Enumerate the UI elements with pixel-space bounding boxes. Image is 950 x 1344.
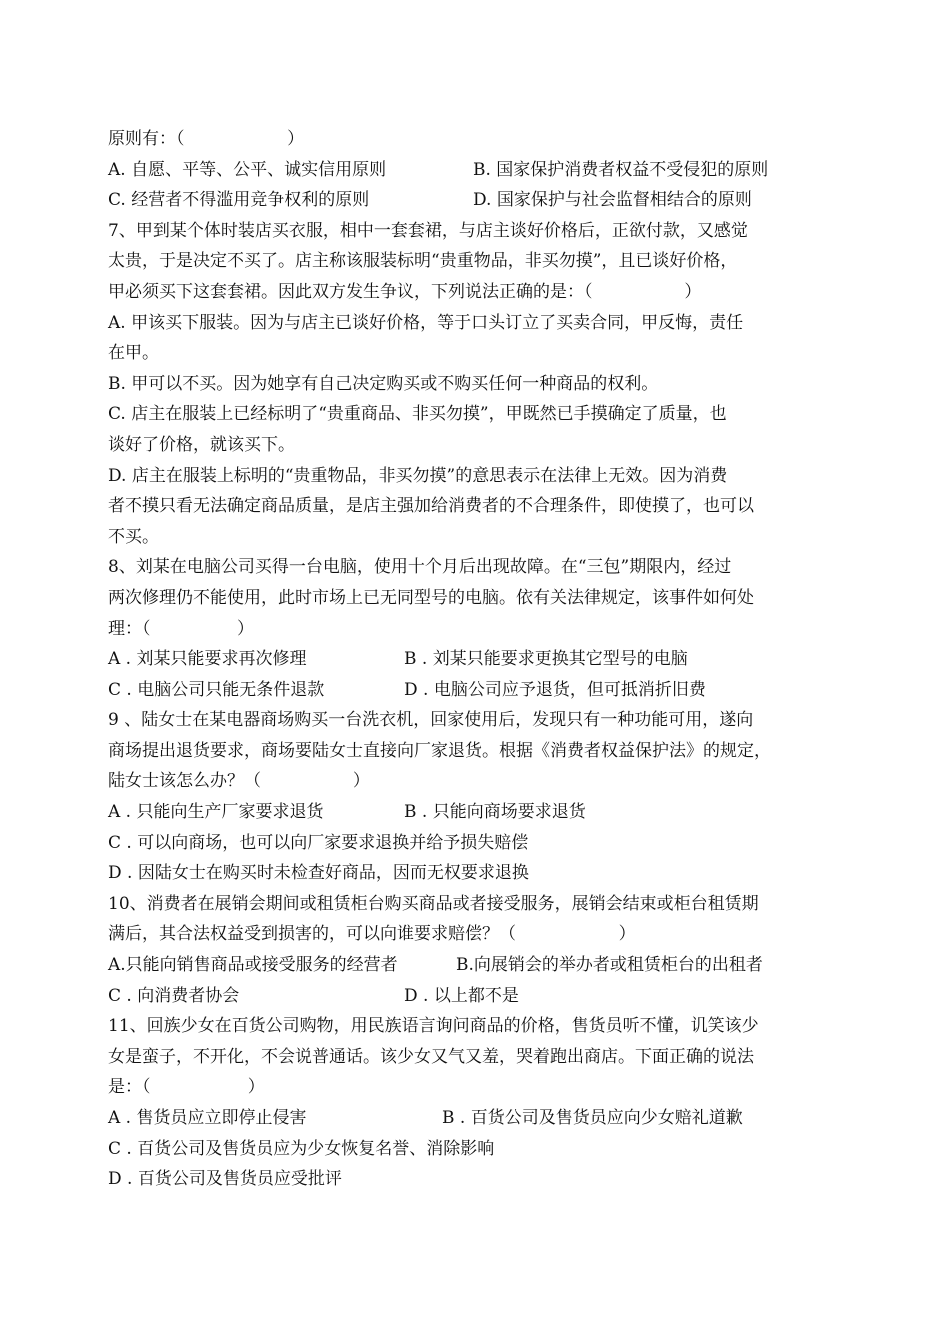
- q6-option-c: C. 经营者不得滥用竞争权利的原则: [108, 190, 370, 211]
- q10-options-ab: [108, 950, 848, 981]
- q10-option-c: C . 向消费者协会: [108, 985, 240, 1006]
- q9-stem-line: 商场提出退货要求，商场要陆女士直接向厂家退货。根据《消费者权益保护法》的规定，: [108, 740, 771, 761]
- q7-option-d: D. 店主在服装上标明的“贵重物品，非买勿摸”的意思表示在法律上无效。因为消费: [108, 465, 728, 486]
- q8-stem-line: 理：（ ）: [108, 618, 254, 639]
- q10-option-b: B.向展销会的举办者或租赁柜台的出租者: [456, 955, 763, 976]
- q8-options-cd: [108, 675, 848, 706]
- q7-option-a: A. 甲该买下服装。因为与店主已谈好价格，等于口头订立了买卖合同，甲反悔，责任: [108, 312, 744, 333]
- q8-options-ab: [108, 644, 848, 675]
- q11-stem-line: 11、回族少女在百货公司购物，用民族语言询问商品的价格，售货员听不懂，讥笑该少: [108, 1016, 759, 1037]
- q9-option-c: C . 可以向商场，也可以向厂家要求退换并给予损失赔偿: [108, 832, 529, 853]
- q10-option-d: D . 以上都不是: [404, 985, 519, 1006]
- q11-option-a: A . 售货员应立即停止侵害: [108, 1108, 307, 1128]
- q7-option-c-cont: 谈好了价格，就该买下。: [108, 434, 295, 455]
- q6-option-d: D. 国家保护与社会监督相结合的原则: [473, 190, 752, 211]
- q11-option-d: D . 百货公司及售货员应受批评: [108, 1169, 342, 1190]
- q11-stem-line: 是：（ ）: [108, 1077, 265, 1098]
- q8-option-c: C . 电脑公司只能无条件退款: [108, 679, 325, 700]
- q7-stem-line: 7、甲到某个体时装店买衣服，相中一套套裙，与店主谈好价格后，正欲付款，又感觉: [108, 220, 748, 241]
- q9-option-d: D . 因陆女士在购买时未检查好商品，因而无权要求退换: [108, 863, 529, 884]
- q9-stem-line: 陆女士该怎么办？（ ）: [108, 771, 370, 792]
- q6-option-a: A. 自愿、平等、公平、诚实信用原则: [108, 159, 387, 180]
- q11-stem-line: 女是蛮子，不开化，不会说普通话。该少女又气又羞，哭着跑出商店。下面正确的说法: [108, 1046, 754, 1067]
- q6-options-cd: [108, 185, 848, 216]
- q9-option-a: A . 只能向生产厂家要求退货: [108, 802, 324, 823]
- q7-stem-line: 太贵，于是决定不买了。店主称该服装标明“贵重物品，非买勿摸”，且已谈好价格，: [108, 251, 738, 272]
- q10-stem-line: 满后，其合法权益受到损害的，可以向谁要求赔偿？（ ）: [108, 924, 636, 945]
- q6-option-b: B. 国家保护消费者权益不受侵犯的原则: [473, 159, 769, 180]
- q6-options-ab: [108, 155, 848, 186]
- q7-option-d-cont: 者不摸只看无法确定商品质量，是店主强加给消费者的不合理条件，即使摸了，也可以: [108, 496, 754, 517]
- q8-option-b: B . 刘某只能要求更换其它型号的电脑: [404, 649, 688, 670]
- q9-options-ab: [108, 797, 848, 828]
- q10-stem-line: 10、消费者在展销会期间或租赁柜台购买商品或者接受服务，展销会结束或柜台租赁期: [108, 893, 759, 914]
- q11-option-b: B . 百货公司及售货员应向少女赔礼道歉: [442, 1108, 743, 1128]
- q11-options-ab: [108, 1103, 848, 1134]
- q10-options-cd: [108, 981, 848, 1012]
- q9-stem-line: 9 、陆女士在某电器商场购买一台洗衣机，回家使用后，发现只有一种功能可用，遂向: [108, 710, 754, 731]
- q7-option-d-cont: 不买。: [108, 526, 159, 547]
- q11-option-c: C . 百货公司及售货员应为少女恢复名誉、消除影响: [108, 1138, 495, 1159]
- q8-stem-line: 两次修理仍不能使用，此时市场上已无同型号的电脑。依有关法律规定，该事件如何处: [108, 587, 754, 608]
- q6-stem: 原则有：（ ）: [108, 129, 305, 149]
- q7-stem-line: 甲必须买下这套套裙。因此双方发生争议，下列说法正确的是：（ ）: [108, 281, 702, 302]
- q8-option-d: D . 电脑公司应予退货，但可抵消折旧费: [404, 679, 706, 700]
- q7-option-b: B. 甲可以不买。因为她享有自己决定购买或不购买任何一种商品的权利。: [108, 373, 659, 394]
- q8-option-a: A . 刘某只能要求再次修理: [108, 649, 307, 670]
- q7-option-a-cont: 在甲。: [108, 343, 159, 364]
- q8-stem-line: 8、刘某在电脑公司买得一台电脑，使用十个月后出现故障。在“三包”期限内，经过: [108, 557, 732, 578]
- q10-option-a: A.只能向销售商品或接受服务的经营者: [108, 955, 398, 976]
- question-list: [108, 124, 848, 1195]
- q9-option-b: B . 只能向商场要求退货: [404, 802, 586, 823]
- q7-option-c: C. 店主在服装上已经标明了“贵重商品、非买勿摸”，甲既然已手摸确定了质量，也: [108, 404, 727, 425]
